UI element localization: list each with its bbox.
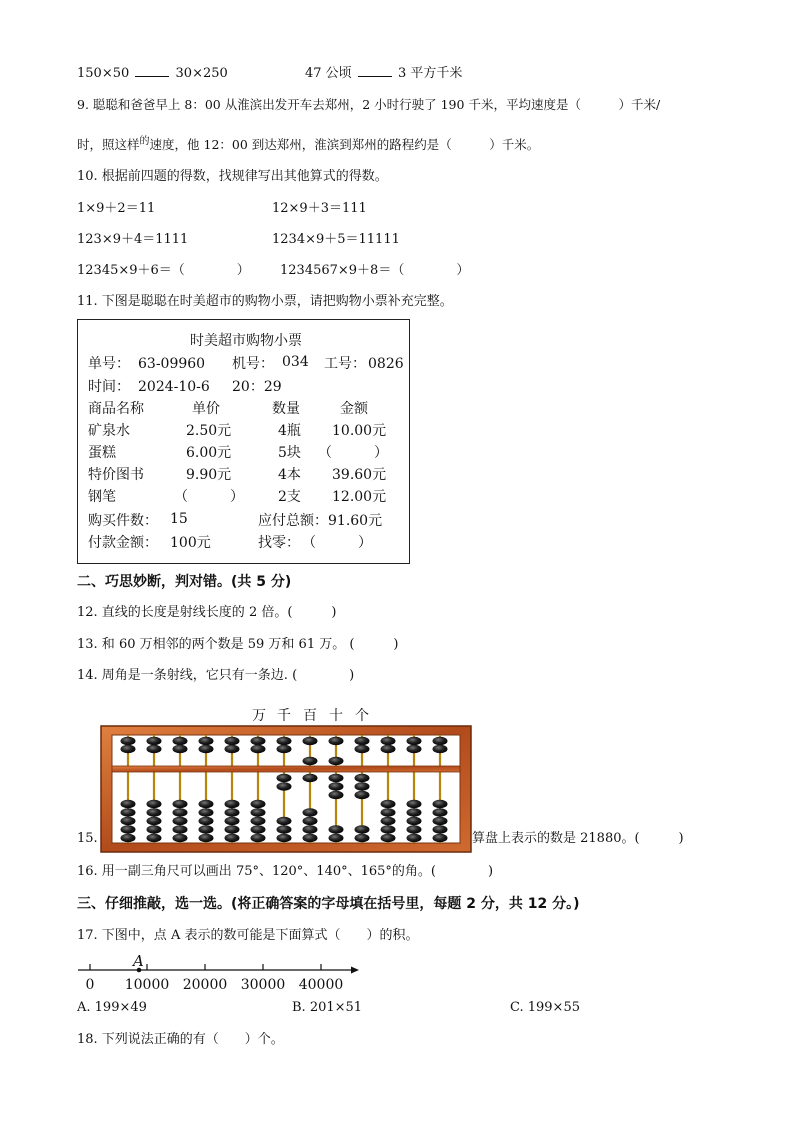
point-a-label: A bbox=[133, 952, 144, 970]
receipt-paid-label: 付款金额： bbox=[88, 535, 158, 551]
abacus-bead bbox=[303, 825, 318, 833]
abacus-bead bbox=[407, 834, 422, 842]
q9-line2-b: 速度，他 12：00 到达郑州，淮滨到郑州的路程约是（ ）千米。 bbox=[149, 137, 540, 153]
receipt-row-amount: 10.00元 bbox=[332, 423, 387, 439]
q17: 17. 下图中，点 A 表示的数可能是下面算式（ ）的积。 bbox=[77, 928, 419, 943]
abacus-bead bbox=[329, 834, 344, 842]
q14: 14. 周角是一条射线，它只有一条边. ( ) bbox=[77, 668, 355, 683]
abacus-bead bbox=[277, 825, 292, 833]
abacus-bead bbox=[147, 808, 162, 816]
number-line-tick-label: 0 bbox=[85, 977, 95, 993]
receipt-row-name: 特价图书 bbox=[88, 467, 144, 483]
abacus-bead bbox=[355, 834, 370, 842]
receipt-worker-no: 0826 bbox=[368, 356, 404, 372]
receipt-order-no: 63-09960 bbox=[138, 356, 206, 372]
abacus-bead bbox=[199, 808, 214, 816]
q15-number: 15. bbox=[77, 831, 98, 846]
abacus-bead bbox=[381, 808, 396, 816]
section2-heading: 二、巧思妙断，判对错。(共 5 分) bbox=[77, 574, 292, 590]
number-line-tick-label: 20000 bbox=[182, 977, 228, 993]
receipt-clock: 20：29 bbox=[232, 379, 282, 395]
receipt-header-price: 单价 bbox=[192, 401, 220, 417]
abacus-bead bbox=[381, 737, 396, 745]
receipt-row-qty: 5块 bbox=[278, 445, 301, 461]
abacus-bead bbox=[251, 817, 266, 825]
receipt-row-amount: 39.60元 bbox=[332, 467, 387, 483]
abacus-bead bbox=[433, 737, 448, 745]
receipt-machine-label: 机号： bbox=[232, 356, 274, 372]
abacus-bead bbox=[121, 834, 136, 842]
receipt-row-qty: 2支 bbox=[278, 489, 301, 505]
receipt-amount-blank[interactable]: （ ） bbox=[318, 445, 388, 461]
receipt-date: 2024-10-6 bbox=[138, 379, 210, 395]
receipt-order-label: 单号： bbox=[88, 356, 130, 372]
receipt-change-label: 找零： bbox=[258, 535, 300, 551]
abacus-bead bbox=[147, 817, 162, 825]
abacus-label-shi: 十 bbox=[329, 708, 343, 724]
number-line-tick-label: 40000 bbox=[298, 977, 344, 993]
abacus-bead bbox=[407, 825, 422, 833]
q10-eq3: 123×9＋4＝1111 bbox=[77, 232, 189, 247]
q9-line1: 9. 聪聪和爸爸早上 8：00 从淮滨出发开车去郑州，2 小时行驶了 190 千米，平均速度是（ ）千米/ bbox=[77, 97, 661, 112]
compare-right-right: 3 平方千米 bbox=[397, 66, 463, 81]
abacus-bead bbox=[277, 774, 292, 782]
abacus-bead bbox=[225, 745, 240, 753]
abacus-label-qian: 千 bbox=[277, 708, 291, 724]
q10-eq5: 12345×9＋6＝（ ） bbox=[77, 263, 250, 278]
abacus-bead bbox=[199, 834, 214, 842]
abacus-bead bbox=[329, 782, 344, 790]
abacus-bead bbox=[225, 800, 240, 808]
abacus-bead bbox=[121, 800, 136, 808]
abacus-bead bbox=[433, 817, 448, 825]
receipt-header-qty: 数量 bbox=[272, 401, 300, 417]
abacus-bead bbox=[407, 800, 422, 808]
receipt-paid: 100元 bbox=[170, 535, 211, 551]
q10-title: 10. 根据前四题的得数，找规律写出其他算式的得数。 bbox=[77, 169, 388, 184]
abacus-bead bbox=[225, 825, 240, 833]
compare-left-right: 30×250 bbox=[175, 66, 228, 81]
shopping-receipt bbox=[77, 319, 410, 564]
number-line-tick-label: 10000 bbox=[124, 977, 170, 993]
receipt-total: 91.60元 bbox=[328, 513, 383, 529]
receipt-count-label: 购买件数： bbox=[88, 513, 158, 529]
abacus-bead bbox=[251, 825, 266, 833]
abacus-bead bbox=[251, 737, 266, 745]
abacus-bead bbox=[303, 808, 318, 816]
receipt-count: 15 bbox=[170, 511, 188, 527]
abacus-bead bbox=[277, 737, 292, 745]
option-a[interactable]: A. 199×49 bbox=[77, 1000, 147, 1015]
abacus-image bbox=[100, 725, 472, 853]
abacus-bead bbox=[277, 745, 292, 753]
option-c[interactable]: C. 199×55 bbox=[510, 1000, 580, 1015]
abacus-bead bbox=[277, 834, 292, 842]
receipt-row-qty: 4本 bbox=[278, 467, 301, 483]
q15-text: 算盘上表示的数是 21880。( ) bbox=[472, 831, 684, 846]
abacus-bead bbox=[303, 834, 318, 842]
receipt-price-blank[interactable]: （ ） bbox=[174, 489, 244, 505]
abacus-bead bbox=[199, 745, 214, 753]
receipt-row-amount: 12.00元 bbox=[332, 489, 387, 505]
q10-eq1: 1×9＋2＝11 bbox=[77, 201, 156, 216]
receipt-total-label: 应付总额： bbox=[258, 513, 328, 529]
abacus-bead bbox=[329, 737, 344, 745]
abacus-bead bbox=[433, 834, 448, 842]
abacus-bead bbox=[355, 791, 370, 799]
abacus-bead bbox=[407, 737, 422, 745]
abacus-bead bbox=[303, 737, 318, 745]
compare-right-blank[interactable] bbox=[358, 63, 392, 77]
abacus-bead bbox=[121, 817, 136, 825]
q9-line2 bbox=[77, 133, 539, 154]
abacus-bead bbox=[225, 737, 240, 745]
abacus-bead bbox=[381, 825, 396, 833]
abacus-bead bbox=[329, 791, 344, 799]
number-line-tick-label: 30000 bbox=[240, 977, 286, 993]
abacus-bead bbox=[199, 800, 214, 808]
q9-line2-a: 时，照这样 bbox=[77, 137, 140, 153]
abacus-bead bbox=[381, 745, 396, 753]
q11-title: 11. 下图是聪聪在时美超市的购物小票，请把购物小票补充完整。 bbox=[77, 294, 453, 309]
abacus-bead bbox=[251, 834, 266, 842]
q10-eq4: 1234×9＋5＝11111 bbox=[272, 232, 400, 247]
receipt-row-price: 6.00元 bbox=[186, 445, 232, 461]
abacus-bead bbox=[251, 745, 266, 753]
abacus-bead bbox=[199, 817, 214, 825]
abacus-label-bai: 百 bbox=[303, 708, 317, 724]
receipt-time-label: 时间： bbox=[88, 379, 130, 395]
abacus-bead bbox=[433, 745, 448, 753]
abacus-bead bbox=[199, 737, 214, 745]
abacus-bead bbox=[225, 834, 240, 842]
abacus-bead bbox=[251, 800, 266, 808]
receipt-row-qty: 4瓶 bbox=[278, 423, 301, 439]
q16: 16. 用一副三角尺可以画出 75°、120°、140°、165°的角。( ) bbox=[77, 864, 494, 879]
abacus-bead bbox=[121, 737, 136, 745]
abacus-bead bbox=[121, 825, 136, 833]
q13: 13. 和 60 万相邻的两个数是 59 万和 61 万。 ( ) bbox=[77, 637, 399, 652]
abacus-bead bbox=[173, 745, 188, 753]
abacus-bead bbox=[303, 817, 318, 825]
receipt-heading: 时美超市购物小票 bbox=[190, 333, 302, 349]
abacus-bead bbox=[303, 774, 318, 782]
abacus-bead bbox=[225, 817, 240, 825]
receipt-machine-no: 034 bbox=[282, 354, 309, 370]
abacus-label-wan: 万 bbox=[252, 708, 266, 724]
receipt-row-name: 蛋糕 bbox=[88, 445, 116, 461]
abacus-bead bbox=[173, 817, 188, 825]
abacus-bead bbox=[199, 825, 214, 833]
number-line-arrow bbox=[351, 967, 359, 974]
compare-row-2 bbox=[305, 63, 462, 83]
q10-eq6: 1234567×9＋8＝（ ） bbox=[280, 263, 470, 278]
abacus-bead bbox=[173, 834, 188, 842]
q18: 18. 下列说法正确的有（ ）个。 bbox=[77, 1032, 284, 1047]
abacus-bead bbox=[277, 817, 292, 825]
compare-left-blank[interactable] bbox=[135, 63, 169, 77]
receipt-row-price: 9.90元 bbox=[186, 467, 232, 483]
abacus-bead bbox=[355, 737, 370, 745]
abacus-bead bbox=[173, 737, 188, 745]
abacus-bead bbox=[225, 808, 240, 816]
q12: 12. 直线的长度是射线长度的 2 倍。( ) bbox=[77, 605, 337, 620]
abacus-beam bbox=[112, 766, 460, 772]
number-line bbox=[75, 950, 375, 995]
abacus-bead bbox=[329, 774, 344, 782]
abacus-bead bbox=[147, 800, 162, 808]
compare-left-expr: 150×50 bbox=[77, 66, 130, 81]
abacus-bead bbox=[173, 808, 188, 816]
abacus-bead bbox=[407, 817, 422, 825]
abacus-bead bbox=[277, 782, 292, 790]
abacus-bead bbox=[381, 834, 396, 842]
abacus-bead bbox=[173, 825, 188, 833]
compare-right-expr: 47 公顷 bbox=[305, 66, 352, 81]
q10-eq2: 12×9＋3＝111 bbox=[272, 201, 367, 216]
receipt-row-name: 钢笔 bbox=[88, 489, 116, 505]
option-b[interactable]: B. 201×51 bbox=[292, 1000, 363, 1015]
abacus-bead bbox=[407, 745, 422, 753]
abacus-bead bbox=[433, 800, 448, 808]
abacus-bead bbox=[173, 800, 188, 808]
abacus-bead bbox=[355, 825, 370, 833]
abacus-bead bbox=[147, 745, 162, 753]
receipt-row-price: 2.50元 bbox=[186, 423, 232, 439]
abacus-bead bbox=[329, 825, 344, 833]
abacus-bead bbox=[381, 800, 396, 808]
receipt-row-name: 矿泉水 bbox=[88, 423, 130, 439]
section3-heading: 三、仔细推敲，选一选。(将正确答案的字母填在括号里，每题 2 分，共 12 分。) bbox=[77, 896, 580, 912]
abacus-bead bbox=[355, 774, 370, 782]
q9-line2-sup: 的 bbox=[139, 136, 150, 147]
compare-row bbox=[77, 63, 228, 83]
abacus-bead bbox=[251, 808, 266, 816]
abacus-bead bbox=[433, 825, 448, 833]
receipt-header-amount: 金额 bbox=[340, 401, 368, 417]
abacus-bead bbox=[329, 757, 344, 765]
abacus-bead bbox=[381, 817, 396, 825]
receipt-change-blank[interactable]: （ ） bbox=[302, 535, 372, 551]
abacus-bead bbox=[433, 808, 448, 816]
abacus-bead bbox=[147, 737, 162, 745]
abacus-bead bbox=[147, 834, 162, 842]
abacus-bead bbox=[407, 808, 422, 816]
abacus-bead bbox=[147, 825, 162, 833]
abacus-bead bbox=[303, 757, 318, 765]
receipt-worker-label: 工号： bbox=[324, 356, 366, 372]
abacus-bead bbox=[355, 745, 370, 753]
abacus-bead bbox=[355, 782, 370, 790]
abacus-label-ge: 个 bbox=[355, 708, 369, 724]
abacus-bead bbox=[121, 808, 136, 816]
abacus-bead bbox=[121, 745, 136, 753]
receipt-header-name: 商品名称 bbox=[88, 401, 144, 417]
